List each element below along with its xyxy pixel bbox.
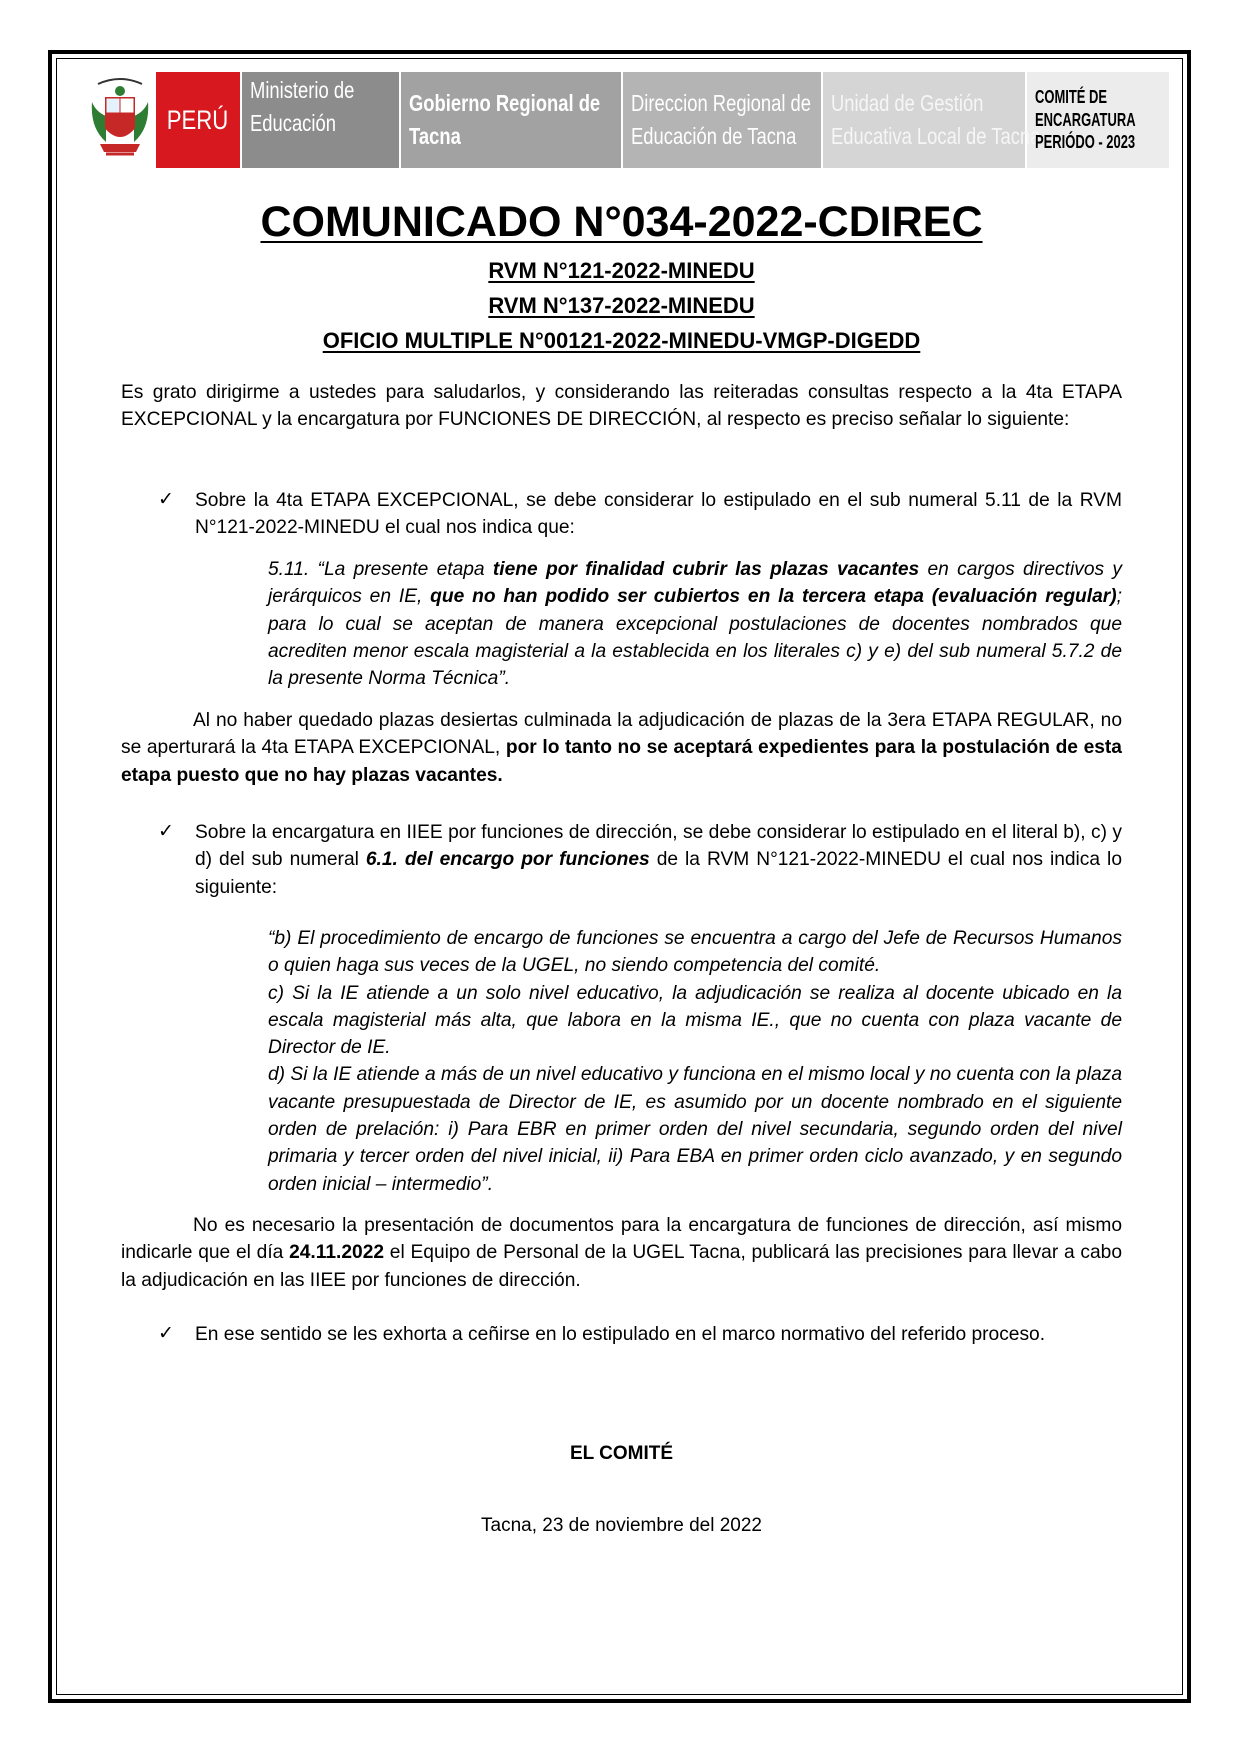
comite-line-3: PERIÓDO - 2023 — [1035, 132, 1136, 153]
paragraph-no-vacantes — [121, 707, 1122, 789]
bullet-etapa-excepcional: Sobre la 4ta ETAPA EXCEPCIONAL, se debe considerar lo estipulado en el sub numeral 5.11 de la RVM N°121-2022-MINEDU el cual nos indica que: — [195, 490, 1122, 539]
ugel-line-2: Educativa Local de Tacna — [831, 123, 1041, 149]
regional-government-box — [401, 72, 621, 168]
comite-line-2: ENCARGATURA — [1035, 109, 1136, 130]
gobierno-line-2: Tacna — [409, 123, 461, 149]
quote1-part-d: que no han podido ser cubiertos en la tercera etapa (evaluación regular) — [430, 586, 1117, 608]
peru-label: PERÚ — [167, 104, 229, 135]
comite-line-1: COMITÉ DE — [1035, 87, 1108, 108]
quote2-literal-b: “b) El procedimiento de encargo de funciones se encuentra a cargo del Jefe de Recursos Humanos o quien haga sus veces de la UGEL, no siendo competencia del comité. — [268, 928, 1122, 977]
ministry-line-1: Ministerio de — [250, 77, 355, 103]
check-mark-2: ✓ — [158, 821, 174, 842]
para3-part-a: No es necesario la presentación de documentos para la encargatura de funciones de dirección, así mismo indicarle que el día — [121, 1215, 1122, 1264]
peru-brand-box — [156, 72, 240, 168]
subtitle-oficio-multiple: OFICIO MULTIPLE N°00121-2022-MINEDU-VMGP-DIGEDD — [322, 328, 921, 353]
ministry-box — [242, 72, 399, 168]
peru-coat-of-arms-icon — [86, 72, 154, 168]
quote1-part-e: ; para lo cual se aceptan de manera excepcional postulaciones de docentes nombrados que acrediten menor escala magisterial a la establecida en los literales c) y e) del sub numeral 5.7.2 de la presente Norma Técnica”. — [268, 586, 1122, 690]
quote-numeral-6-1 — [268, 925, 1122, 1198]
quote1-part-b: tiene por finalidad cubrir las plazas vacantes — [492, 559, 920, 580]
subtitle-rvm-121: RVM N°121-2022-MINEDU — [488, 258, 755, 283]
bullet2-part-c: de la RVM N°121-2022-MINEDU el cual nos indica lo siguiente: — [195, 849, 1122, 898]
para2-part-b: por lo tanto no se aceptará expedientes para la postulación de esta etapa puesto que no hay plazas vacantes. — [121, 737, 1122, 786]
document-title: COMUNICADO N°034-2022-CDIREC — [260, 198, 983, 246]
quote-numeral-5-11 — [268, 556, 1122, 692]
ministry-line-2: Educación — [250, 110, 336, 137]
bullet-encargatura — [195, 819, 1122, 901]
ugel-line-1: Unidad de Gestión — [831, 89, 984, 116]
committee-box — [1027, 72, 1169, 168]
place-and-date: Tacna, 23 de noviembre del 2022 — [481, 1515, 762, 1536]
para2-part-a: Al no haber quedado plazas desiertas culminada la adjudicación de plazas de la 3era ETAPA REGULAR, no se aperturará la 4ta ETAPA EXCEPCIONAL, — [121, 710, 1122, 759]
para3-part-c: el Equipo de Personal de la UGEL Tacna, publicará las precisiones para llevar a cabo la adjudicación en las IIEE por funciones de dirección. — [121, 1242, 1122, 1291]
quote2-literal-c: c) Si la IE atiende a un solo nivel educativo, la adjudicación se realiza al docente ubicado en la escala magisterial más alta, que labora en la misma IE., que no cuenta con plaza vacante de Director de IE. — [268, 982, 1122, 1059]
regional-direction-box — [623, 72, 821, 168]
institutional-header — [86, 72, 1170, 168]
bullet2-part-a: Sobre la encargatura en IIEE por funciones de dirección, se debe considerar lo estipulado en el literal b), c) y d) del sub numeral — [195, 822, 1122, 871]
subtitle-rvm-137: RVM N°137-2022-MINEDU — [488, 293, 755, 318]
check-mark-1: ✓ — [158, 489, 174, 510]
intro-paragraph: Es grato dirigirme a ustedes para saludarlos, y considerando las reiteradas consultas respecto a la 4ta ETAPA EXCEPCIONAL y la encargatura por FUNCIONES DE DIRECCIÓN, al respecto es preciso señalar lo siguiente: — [121, 382, 1122, 431]
bullet-exhortacion: En ese sentido se les exhorta a ceñirse en lo estipulado en el marco normativo del referido proceso. — [195, 1324, 1046, 1345]
check-mark-3: ✓ — [158, 1323, 174, 1344]
direccion-line-2: Educación de Tacna — [631, 123, 797, 149]
ugel-box — [823, 72, 1041, 168]
direccion-line-1: Direccion Regional de — [631, 89, 812, 116]
bullet2-part-b: 6.1. del encargo por funciones — [365, 849, 650, 871]
signature-committee: EL COMITÉ — [569, 1443, 674, 1464]
paragraph-no-documentos — [121, 1212, 1122, 1294]
gobierno-line-1: Gobierno Regional de — [409, 89, 601, 116]
quote1-part-a: 5.11. “La presente etapa — [268, 559, 493, 580]
quote2-literal-d: d) Si la IE atiende a más de un nivel educativo y funciona en el mismo local y no cuenta con la plaza vacante presupuestada de Director de IE, es asumido por un docente nombrado en el siguiente orden de prelación: i) Para EBR en primer orden del nivel secundaria, segundo orden del nivel primaria y tercer orden del nivel inicial, ii) Para EBA en primer orden ciclo avanzado, y en segundo orden inicial – intermedio”. — [268, 1064, 1122, 1195]
quote1-part-c: en cargos directivos y jerárquicos en IE, — [268, 559, 1122, 608]
para3-date: 24.11.2022 — [289, 1242, 385, 1264]
